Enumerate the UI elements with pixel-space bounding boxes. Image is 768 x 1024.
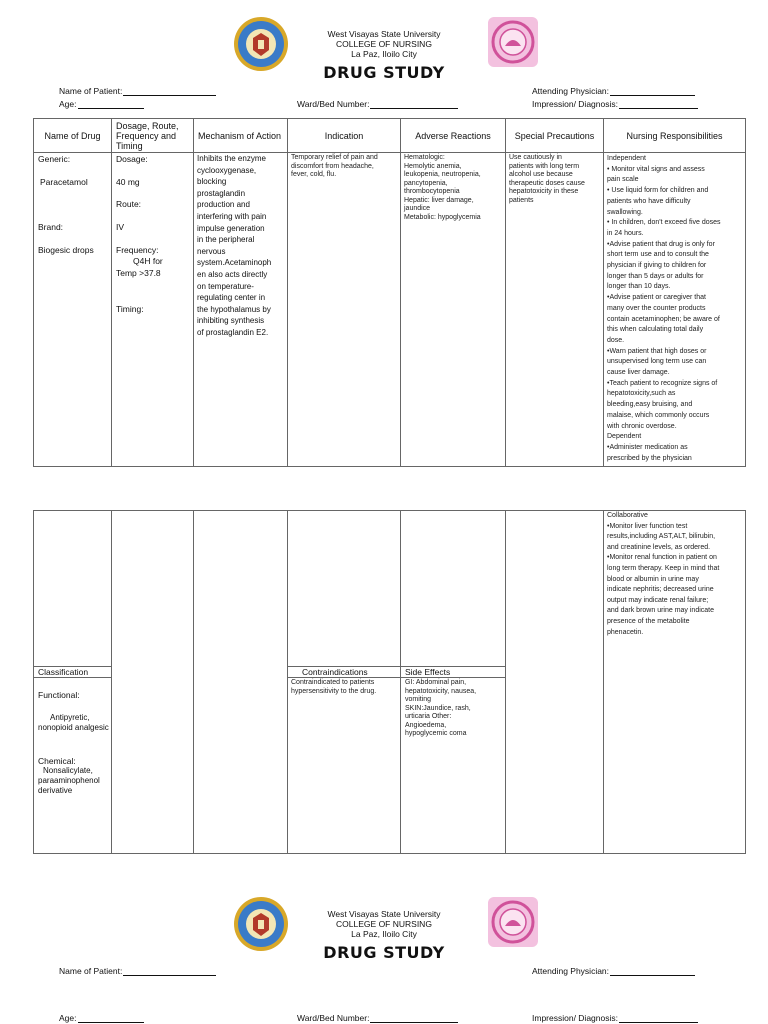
dosage-label: Dosage: (116, 154, 148, 164)
brand-label: Brand: (38, 222, 64, 232)
generic-value: Paracetamol (40, 177, 88, 187)
frequency-value-2: Temp >37.8 (116, 268, 161, 278)
generic-label: Generic: (38, 154, 71, 164)
header-special-precautions: Special Precautions (514, 130, 595, 141)
header-name-of-drug: Name of Drug (44, 130, 101, 141)
chemical-value: Nonsalicylate, paraaminophenol derivative (38, 766, 100, 795)
age-label-2: Age: (59, 1013, 77, 1023)
college-name-2: COLLEGE OF NURSING (336, 919, 432, 929)
functional-label: Functional: (38, 690, 80, 700)
ward-bed-field[interactable] (297, 99, 458, 109)
age-label: Age: (59, 99, 77, 109)
ward-bed-label: Ward/Bed Number: (297, 99, 370, 109)
college-name: COLLEGE OF NURSING (336, 39, 432, 49)
attending-physician-label: Attending Physician: (532, 86, 610, 96)
functional-value: Antipyretic, nonopioid analgesic (38, 713, 109, 732)
attending-physician-field-2[interactable] (532, 966, 695, 976)
attending-physician-label-2: Attending Physician: (532, 966, 610, 976)
chemical-label: Chemical: (38, 756, 76, 766)
document-title: DRUG STUDY (323, 63, 445, 82)
impression-diagnosis-label: Impression/ Diagnosis: (532, 99, 618, 109)
mechanism-text: Inhibits the enzyme cyclooxygenase, blocking prostaglandin production and interfering with pain impulse generation in the peripheral nervous system.Acetaminoph en also acts directly on temperature- regulating center in the hypothalamus by inhibiting synthesis of prostaglandin E2. (197, 154, 272, 337)
indication-text: Temporary relief of pain and discomfort from headache, fever, cold, flu. (291, 154, 378, 178)
nursing-responsibilities-continued: Collaborative •Monitor liver function test results,including AST,ALT, bilirubin, and creatinine levels, as ordered. •Monitor renal function in patient on long term therapy. Keep in mind that blood or albumin in urine may indicate nephritis; decreased urine output may indicate renal failure; and dark brown urine may indicate presence of the metabolite phenacetin. (607, 512, 720, 636)
impression-diagnosis-field-2[interactable] (532, 1013, 698, 1023)
route-value: IV (116, 222, 125, 232)
header-indication: Indication (324, 130, 364, 141)
location-2: La Paz, Iloilo City (351, 929, 417, 939)
name-of-patient-label-2: Name of Patient: (59, 966, 123, 976)
header-nursing-responsibilities: Nursing Responsibilities (626, 130, 723, 141)
attending-physician-field[interactable] (532, 86, 695, 96)
adverse-reactions-text: Hematologic: Hemolytic anemia, leukopenia, neutropenia, pancytopenia, thrombocytopenia Hepatic: liver damage, jaundice Metabolic: hypoglycemia (404, 154, 481, 221)
ward-bed-field-2[interactable] (297, 1013, 458, 1023)
side-effects-text: GI: Abdominal pain, hepatotoxicity, nausea, vomiting SKIN:Jaundice, rash, urticaria Other: Angioedema, hypoglycemic coma (405, 679, 477, 737)
frequency-value-1: Q4H for (133, 256, 163, 266)
university-name: West Visayas State University (327, 29, 441, 39)
name-of-patient-field-2[interactable] (59, 966, 216, 976)
classification-header: Classification (38, 667, 89, 677)
location: La Paz, Iloilo City (351, 49, 417, 59)
name-of-patient-label: Name of Patient: (59, 86, 123, 96)
ward-bed-label-2: Ward/Bed Number: (297, 1013, 370, 1023)
dosage-value: 40 mg (116, 177, 140, 187)
nursing-responsibilities-text: Independent • Monitor vital signs and assess pain scale • Use liquid form for children and patients who have difficulty swallowing. • In children, don't exceed five doses in 24 hours. •Advise patient that drug is only for short term use and to consult the physician if giving to children for longer than 5 days or adults for longer than 10 days. •Advise patient or caregiver that many over the counter products contain acetaminophen; be aware of this when calculating total daily dose. •Warn patient that high doses or unsupervised long term use can cause liver damage. •Teach patient to recognize signs of hepatotoxicity,such as bleeding,easy bruising, and malaise, which commonly occurs with chronic overdose. Dependent •Administer medication as prescribed by the physician (607, 155, 721, 462)
impression-diagnosis-label-2: Impression/ Diagnosis: (532, 1013, 618, 1023)
frequency-label: Frequency: (116, 245, 159, 255)
impression-diagnosis-field[interactable] (532, 99, 698, 109)
header-mechanism: Mechanism of Action (198, 130, 282, 141)
age-field[interactable] (59, 99, 144, 109)
name-of-patient-field[interactable] (59, 86, 216, 96)
header-dosage: Dosage, Route, Frequency and Timing (116, 120, 179, 151)
contraindications-header: Contraindications (302, 667, 368, 677)
route-label: Route: (116, 199, 142, 209)
side-effects-header: Side Effects (405, 667, 451, 677)
university-name-2: West Visayas State University (327, 909, 441, 919)
special-precautions-text: Use cautiously in patients with long term alcohol use because therapeutic doses cause hepatotoxicity in these patients (509, 154, 585, 204)
age-field-2[interactable] (59, 1013, 144, 1023)
contraindications-text: Contraindicated to patients hypersensitivity to the drug. (291, 679, 377, 695)
header-adverse-reactions: Adverse Reactions (415, 130, 491, 141)
timing-label: Timing: (116, 304, 144, 314)
brand-value: Biogesic drops (38, 245, 94, 255)
document-title-2: DRUG STUDY (323, 943, 445, 962)
